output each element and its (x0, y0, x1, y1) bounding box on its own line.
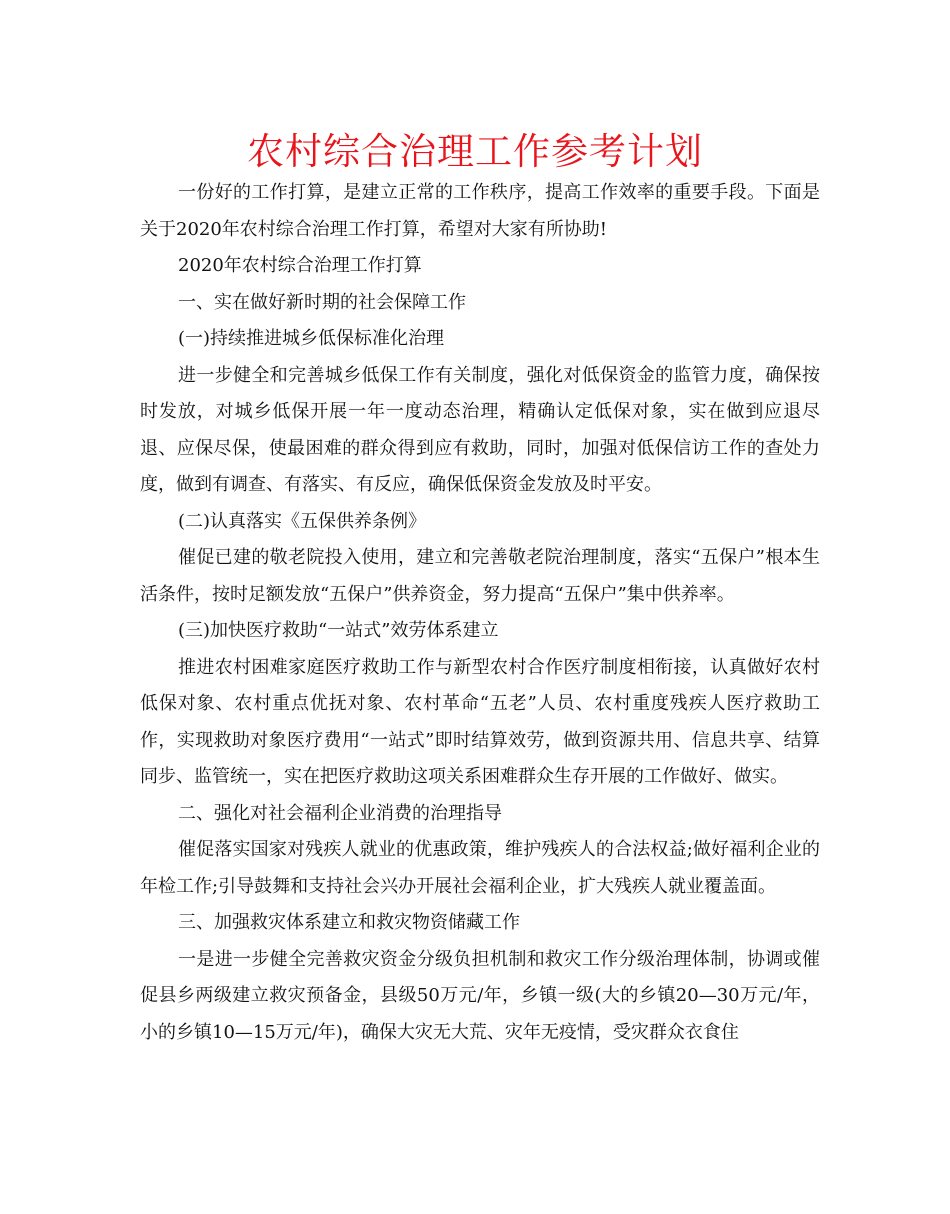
paragraph: 2020年农村综合治理工作打算 (178, 255, 422, 276)
paragraph: 进一步健全和完善城乡低保工作有关制度，强化对低保资金的监管力度，确保按时发放，对城乡低保开展一年一度动态治理，精确认定低保对象，实在做到应退尽退、应保尽保，使最困难的群众得到应有救助，同时，加强对低保信访工作的查处力度，做到有调查、有落实、有反应，确保低保资金发放及时平安。 (140, 364, 820, 495)
paragraph: 催促已建的敬老院投入使用，建立和完善敬老院治理制度，落实“五保户”根本生活条件，按时足额发放“五保户”供养资金，努力提高“五保户”集中供养率。 (140, 547, 820, 605)
paragraph: 一是进一步健全完善救灾资金分级负担机制和救灾工作分级治理体制，协调或催促县乡两级建立救灾预备金，县级50万元/年，乡镇一级(大的乡镇20—30万元/年，小的乡镇10—15万元/年)，确保大灾无大荒、灾年无疫情，受灾群众衣食住 (140, 948, 820, 1043)
subsection-heading: (一)持续推进城乡低保标准化治理 (178, 328, 445, 349)
paragraph: 推进农村困难家庭医疗救助工作与新型农村合作医疗制度相衔接，认真做好农村低保对象、农村重点优抚对象、农村革命“五老”人员、农村重度残疾人医疗救助工作，实现救助对象医疗费用“一站式”即时结算效劳，做到资源共用、信息共享、结算同步、监管统一，实在把医疗救助这项关系困难群众生存开展的工作做好、做实。 (140, 656, 820, 787)
section-heading: 二、强化对社会福利企业消费的治理指导 (178, 802, 502, 824)
subsection-heading: (二)认真落实《五保供养条例》 (178, 510, 427, 532)
paragraph: 一份好的工作打算，是建立正常的工作秩序，提高工作效率的重要手段。下面是关于2020年农村综合治理工作打算，希望对大家有所协助! (140, 182, 820, 240)
section-heading: 一、实在做好新时期的社会保障工作 (178, 291, 466, 313)
subsection-heading: (三)加快医疗救助“一站式”效劳体系建立 (178, 620, 499, 641)
paragraph: 催促落实国家对残疾人就业的优惠政策，维护残疾人的合法权益;做好福利企业的年检工作;引导鼓舞和支持社会兴办开展社会福利企业，扩大残疾人就业覆盖面。 (140, 839, 820, 897)
section-heading: 三、加强救灾体系建立和救灾物资储藏工作 (178, 912, 520, 933)
document-title: 农村综合治理工作参考计划 (247, 130, 703, 173)
document-body (140, 175, 820, 1051)
